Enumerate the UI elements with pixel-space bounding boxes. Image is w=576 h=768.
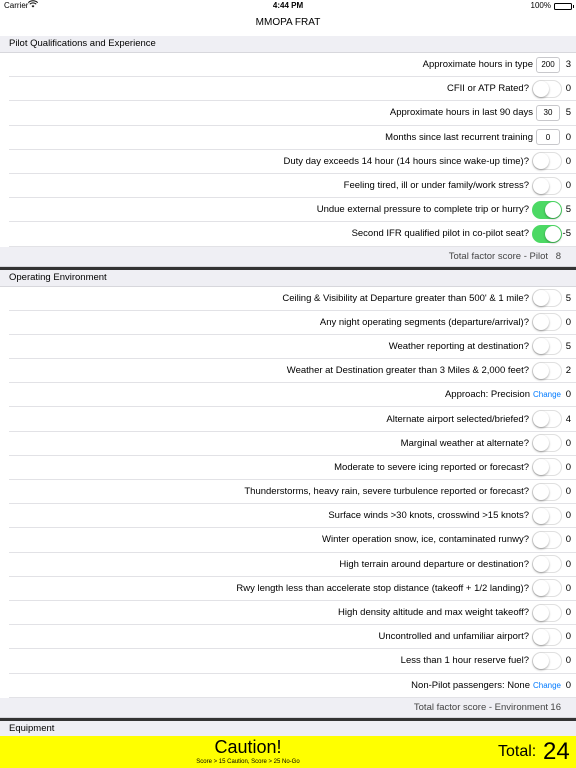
factor-score: 0 — [565, 582, 571, 594]
environment-factor-row — [9, 625, 576, 649]
factor-score: 0 — [565, 558, 571, 570]
environment-factor-row — [9, 359, 576, 383]
factor-number-input[interactable] — [536, 105, 560, 121]
factor-score: 5 — [565, 204, 571, 216]
environment-factor-row — [9, 456, 576, 480]
risk-status: Caution! — [214, 737, 282, 757]
environment-total-row — [0, 698, 576, 718]
factor-toggle[interactable] — [532, 225, 562, 243]
toggle-knob — [533, 153, 549, 169]
total-score-value: 24 — [543, 738, 570, 765]
form-scroll-view[interactable] — [0, 36, 576, 736]
environment-total-label: Total factor score - Environment — [413, 701, 548, 713]
factor-score: 5 — [565, 292, 571, 304]
environment-factor-row — [9, 407, 576, 431]
factor-score: 0 — [565, 679, 571, 691]
environment-total-score: 16 — [550, 701, 561, 713]
factor-number-input[interactable] — [536, 129, 560, 145]
factor-label: Uncontrolled and unfamiliar airport? — [378, 631, 529, 643]
factor-score: 0 — [565, 461, 571, 473]
factor-label: Alternate airport selected/briefed? — [386, 413, 529, 425]
toggle-knob — [533, 338, 549, 354]
factor-score: 0 — [565, 655, 571, 667]
factor-label: Weather at Destination greater than 3 Miles & 2,000 feet? — [286, 365, 529, 377]
factor-score: -5 — [562, 228, 571, 240]
toggle-knob — [533, 580, 549, 596]
factor-label: Feeling tired, ill or under family/work stress? — [343, 180, 529, 192]
factor-label: Thunderstorms, heavy rain, severe turbulence reported or forecast? — [244, 486, 529, 498]
score-footer — [0, 736, 576, 768]
pilot-total-label: Total factor score - Pilot — [448, 250, 548, 262]
pilot-factor-row — [9, 126, 576, 150]
change-link[interactable]: Change — [532, 390, 561, 400]
change-link[interactable]: Change — [532, 680, 561, 690]
environment-factor-row — [9, 649, 576, 673]
factor-label: Marginal weather at alternate? — [400, 437, 529, 449]
factor-label: High terrain around departure or destination? — [339, 558, 529, 570]
factor-score: 0 — [565, 180, 571, 192]
factor-score: 4 — [565, 413, 571, 425]
factor-toggle[interactable] — [532, 579, 562, 597]
toggle-knob — [533, 81, 549, 97]
pilot-total-row — [0, 247, 576, 267]
pilot-factor-row — [9, 222, 576, 246]
environment-factor-row — [9, 504, 576, 528]
toggle-knob — [533, 508, 549, 524]
battery-percent: 100% — [530, 1, 551, 10]
environment-factor-row — [9, 528, 576, 552]
environment-factor-row — [9, 287, 576, 311]
factor-label: Non-Pilot passengers: None — [411, 679, 530, 691]
toggle-knob — [533, 484, 549, 500]
factor-score: 5 — [565, 340, 571, 352]
toggle-knob — [533, 556, 549, 572]
battery-indicator — [531, 0, 572, 12]
factor-toggle[interactable] — [532, 80, 562, 98]
page-title: MMOPA FRAT — [255, 17, 321, 28]
pilot-factor-row — [9, 150, 576, 174]
factor-label: High density altitude and max weight takeoff? — [338, 607, 529, 619]
factor-toggle[interactable] — [532, 177, 562, 195]
toggle-knob — [533, 435, 549, 451]
factor-toggle[interactable] — [532, 201, 562, 219]
toggle-knob — [533, 532, 549, 548]
environment-factor-row — [9, 601, 576, 625]
factor-toggle[interactable] — [532, 628, 562, 646]
factor-score: 3 — [565, 59, 571, 71]
factor-label: Second IFR qualified pilot in co-pilot seat? — [351, 228, 529, 240]
factor-score: 5 — [565, 107, 571, 119]
environment-factor-row — [9, 577, 576, 601]
factor-label: Ceiling & Visibility at Departure greater than 500' & 1 mile? — [282, 292, 529, 304]
factor-toggle[interactable] — [532, 362, 562, 380]
nav-bar — [0, 12, 576, 34]
factor-label: Approach: Precision — [444, 389, 530, 401]
factor-score: 0 — [565, 437, 571, 449]
factor-number-input[interactable] — [536, 57, 560, 73]
pilot-factor-row — [9, 53, 576, 77]
factor-toggle[interactable] — [532, 289, 562, 307]
factor-toggle[interactable] — [532, 152, 562, 170]
factor-score: 0 — [565, 131, 571, 143]
factor-score: 0 — [565, 155, 571, 167]
factor-score: 0 — [565, 631, 571, 643]
section-header-pilot: Pilot Qualifications and Experience — [0, 36, 576, 53]
factor-toggle[interactable] — [532, 337, 562, 355]
environment-factor-row — [9, 480, 576, 504]
risk-legend: Score > 15 Caution, Score > 25 No-Go — [196, 759, 300, 765]
factor-toggle[interactable] — [532, 458, 562, 476]
factor-score: 0 — [565, 534, 571, 546]
toggle-knob — [533, 629, 549, 645]
factor-toggle[interactable] — [532, 555, 562, 573]
factor-toggle[interactable] — [532, 313, 562, 331]
factor-toggle[interactable] — [532, 410, 562, 428]
factor-toggle[interactable] — [532, 483, 562, 501]
factor-score: 2 — [565, 365, 571, 377]
environment-rows — [0, 287, 576, 698]
factor-label: Rwy length less than accelerate stop distance (takeoff + 1/2 landing)? — [236, 582, 529, 594]
factor-label: Any night operating segments (departure/arrival)? — [319, 316, 529, 328]
toggle-knob — [533, 653, 549, 669]
toggle-knob — [533, 314, 549, 330]
factor-label: Less than 1 hour reserve fuel? — [400, 655, 529, 667]
factor-label: CFII or ATP Rated? — [446, 83, 529, 95]
toggle-knob — [533, 290, 549, 306]
factor-score: 0 — [565, 389, 571, 401]
factor-label: Surface winds >30 knots, crosswind >15 knots? — [328, 510, 529, 522]
factor-label: Approximate hours in last 90 days — [389, 107, 533, 119]
toggle-knob — [533, 363, 549, 379]
environment-factor-row — [9, 311, 576, 335]
factor-toggle[interactable] — [532, 604, 562, 622]
factor-label: Duty day exceeds 14 hour (14 hours since wake-up time)? — [283, 155, 529, 167]
total-score-label: Total: — [498, 743, 537, 760]
toggle-knob — [545, 226, 561, 242]
factor-label: Approximate hours in type — [422, 59, 533, 71]
factor-score: 0 — [565, 486, 571, 498]
factor-score: 0 — [565, 316, 571, 328]
toggle-knob — [533, 605, 549, 621]
toggle-knob — [533, 459, 549, 475]
carrier-label: Carrier — [4, 1, 29, 10]
factor-label: Moderate to severe icing reported or forecast? — [334, 461, 529, 473]
environment-factor-row — [9, 432, 576, 456]
factor-score: 0 — [565, 83, 571, 95]
environment-factor-row — [9, 335, 576, 359]
factor-label: Winter operation snow, ice, contaminated runwy? — [322, 534, 529, 546]
environment-factor-row — [9, 553, 576, 577]
factor-toggle[interactable] — [532, 652, 562, 670]
factor-toggle[interactable] — [532, 507, 562, 525]
section-header-environment: Operating Environment — [0, 267, 576, 287]
environment-factor-row — [9, 674, 576, 698]
section-header-equipment: Equipment — [0, 718, 576, 736]
pilot-factor-row — [9, 77, 576, 101]
factor-toggle[interactable] — [532, 531, 562, 549]
clock-time: 4:44 PM — [272, 1, 304, 10]
status-bar — [0, 0, 576, 12]
battery-icon — [554, 3, 572, 10]
factor-score: 0 — [565, 607, 571, 619]
toggle-knob — [533, 178, 549, 194]
factor-label: Undue external pressure to complete trip or hurry? — [316, 204, 529, 216]
toggle-knob — [533, 411, 549, 427]
factor-label: Weather reporting at destination? — [388, 340, 529, 352]
pilot-factor-row — [9, 198, 576, 222]
pilot-factor-row — [9, 101, 576, 125]
pilot-factor-row — [9, 174, 576, 198]
factor-toggle[interactable] — [532, 434, 562, 452]
pilot-rows — [0, 53, 576, 247]
environment-factor-row — [9, 383, 576, 407]
toggle-knob — [545, 202, 561, 218]
factor-label: Months since last recurrent training — [385, 131, 533, 143]
factor-score: 0 — [565, 510, 571, 522]
pilot-total-score: 8 — [555, 250, 561, 262]
